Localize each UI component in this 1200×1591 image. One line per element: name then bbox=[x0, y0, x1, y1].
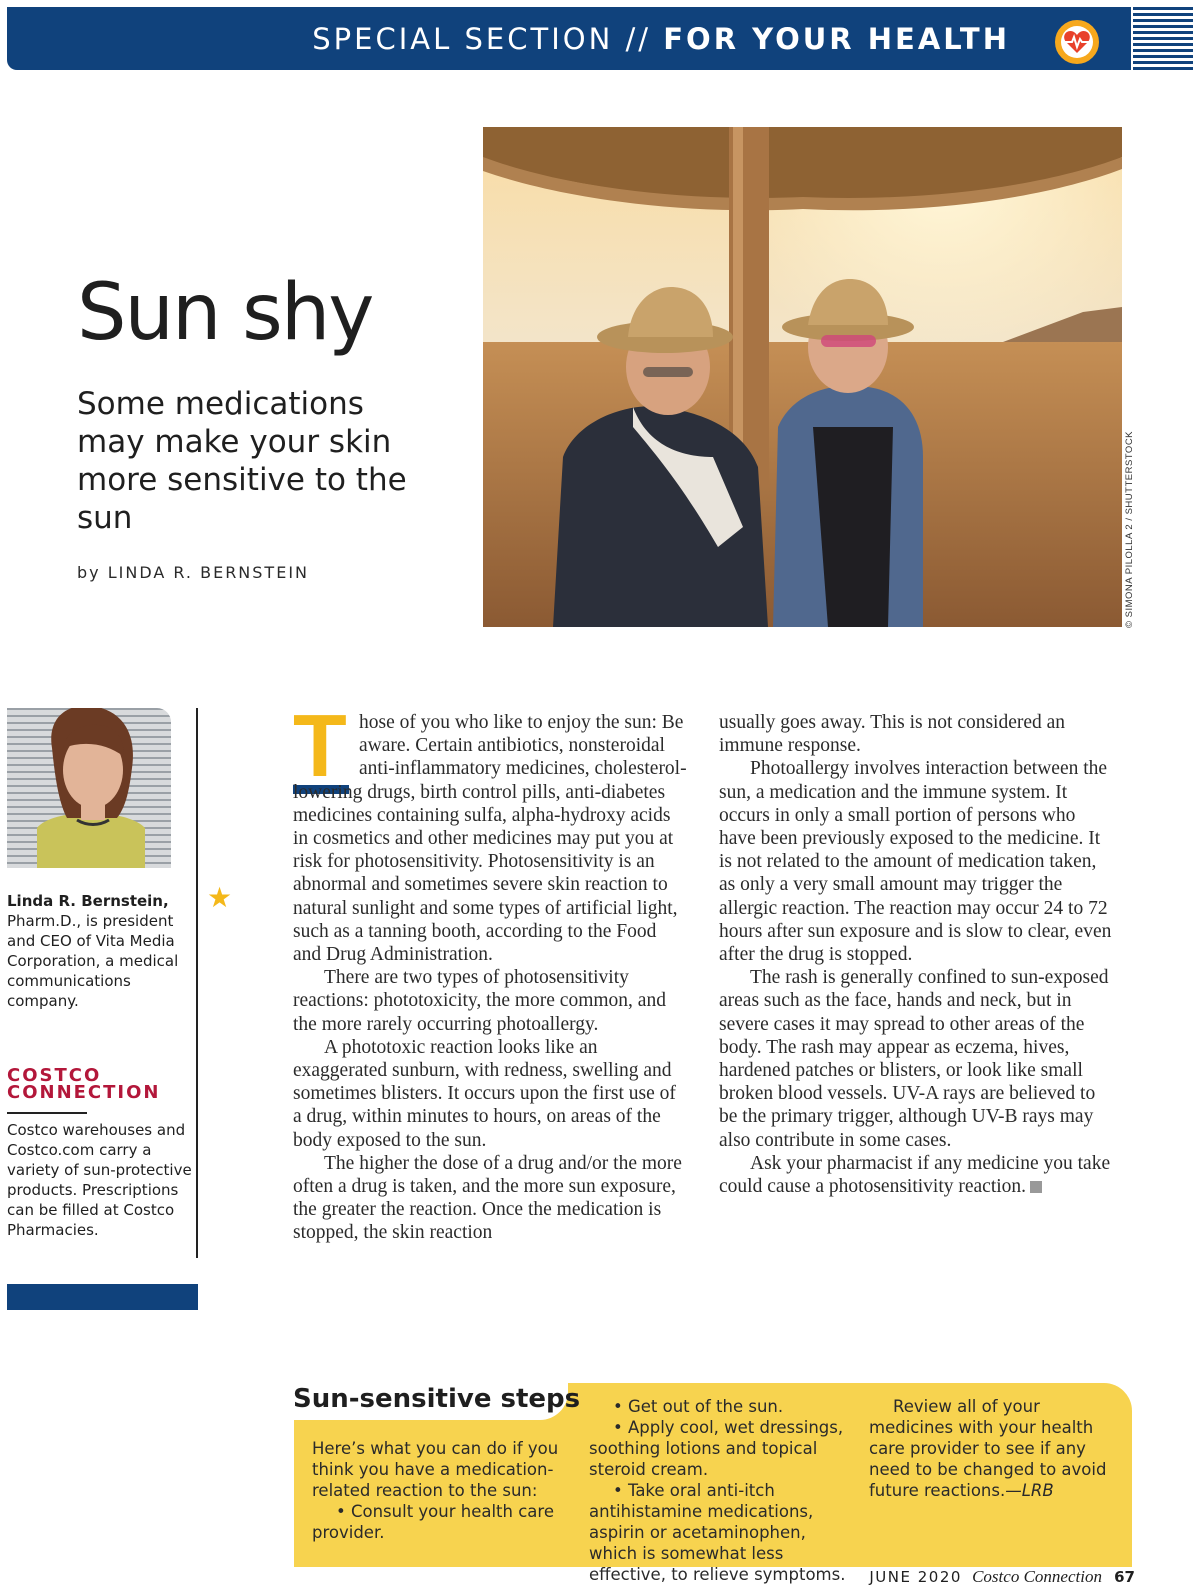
beach-photo bbox=[483, 127, 1122, 627]
tips-column-2 bbox=[589, 1396, 851, 1585]
article-byline: by LINDA R. BERNSTEIN bbox=[77, 563, 309, 582]
tips-closing bbox=[869, 1396, 1119, 1501]
article-closing-text: Ask your pharmacist if any medicine you take could cause a photosensitivity reaction. bbox=[719, 1152, 1111, 1198]
article-column-2 bbox=[719, 711, 1113, 1198]
author-bio bbox=[7, 891, 187, 1011]
tips-closing-text: Review all of your medicines with your health care provider to see if any need to be changed to avoid future reactions. bbox=[869, 1397, 1107, 1500]
article-paragraph: The higher the dose of a drug and/or the more often a drug is taken, and the more sun exposure, the greater the reaction. Once the medication is stopped, the skin reaction bbox=[293, 1152, 682, 1244]
footer-date: JUNE 2020 bbox=[869, 1568, 962, 1586]
page-number: 67 bbox=[1114, 1568, 1135, 1586]
costco-connection-rule bbox=[7, 1112, 87, 1114]
section-label: SPECIAL SECTION // bbox=[312, 22, 652, 56]
sidebar-accent-bar bbox=[7, 1284, 198, 1310]
tips-title: Sun-sensitive steps bbox=[293, 1384, 581, 1414]
photo-credit: © SIMONA PILOLLA 2 / SHUTTERSTOCK bbox=[1124, 430, 1135, 628]
article-paragraph: hose of you who like to enjoy the sun: Be aware. Certain antibiotics, nonsteroidal anti-inflammatory medicines, cholesterol-lowering drugs, birth control pills, anti-diabetes medicines containing sulfa, alpha-hydroxy acids in cosmetics and other medicines may put you at risk for photosensitivity. Photosensitivity is an abnormal and sometimes severe skin reaction to natural sunlight and some types of artificial light, such as a tanning booth, according to the Food and Drug Administration. bbox=[293, 712, 687, 966]
tips-signoff: —LRB bbox=[1005, 1481, 1054, 1500]
author-photo bbox=[7, 708, 171, 868]
article-paragraph: The rash is generally confined to sun-exposed areas such as the face, hands and neck, but in severe cases it may spread to other areas of the body. The rash may appear as eczema, hives, hardened patches or blisters, or look like small broken blood vessels. UV-A rays are believed to be the primary trigger, although UV-B rays may also contribute in some cases. bbox=[719, 967, 1109, 1151]
tips-bullet: • Get out of the sun. bbox=[613, 1397, 784, 1416]
footer-magazine: Costco Connection bbox=[972, 1567, 1102, 1586]
article-paragraph: Photoallergy involves interaction between the sun, a medication and the immune system. It occurs in only a small portion of persons who have been previously exposed to the medicine. It is not related to the amount of medication taken, as only a very small amount may trigger the allergic reaction. The reaction may occur 24 to 72 hours after sun exposure and is slow to clear, even after the drug is stopped. bbox=[719, 758, 1112, 966]
article-paragraph-final bbox=[719, 1152, 1113, 1198]
heart-pulse-icon bbox=[1052, 17, 1102, 67]
article-paragraph: There are two types of photosensitivity reactions: phototoxicity, the more common, and the more rarely occurring photoallergy. bbox=[293, 967, 666, 1035]
article-title: Sun shy bbox=[77, 268, 373, 358]
tips-column-1 bbox=[312, 1438, 572, 1543]
section-header-title bbox=[312, 22, 1010, 56]
tips-bullet: • Consult your health care provider. bbox=[312, 1502, 554, 1542]
author-name: Linda R. Bernstein, bbox=[7, 892, 169, 910]
tips-bullet: • Take oral anti-itch antihistamine medications, aspirin or acetaminophen, which is somewhat less effective, to relieve symptoms. bbox=[589, 1481, 846, 1584]
author-bio-text: Pharm.D., is president and CEO of Vita Media Corporation, a medical communications company. bbox=[7, 912, 179, 1010]
article-paragraph: usually goes away. This is not considered an immune response. bbox=[719, 712, 1066, 757]
article-subtitle: Some medications may make your skin more sensitive to the sun bbox=[77, 386, 407, 536]
star-icon: ★ bbox=[207, 882, 233, 913]
end-mark-icon bbox=[1030, 1181, 1042, 1193]
tips-column-3 bbox=[869, 1396, 1119, 1501]
page-footer bbox=[869, 1567, 1135, 1587]
section-name: FOR YOUR HEALTH bbox=[663, 22, 1010, 56]
article-column-1 bbox=[293, 696, 687, 1245]
tips-bullet: • Apply cool, wet dressings, soothing lotions and topical steroid cream. bbox=[589, 1418, 844, 1479]
sidebar-divider bbox=[196, 708, 198, 1258]
costco-connection-text: Costco warehouses and Costco.com carry a variety of sun-protective products. Prescriptions can be filled at Costco Pharmacies. bbox=[7, 1121, 192, 1239]
costco-connection-title: COSTCO CONNECTION bbox=[7, 1065, 161, 1103]
tips-intro: Here’s what you can do if you think you have a medication-related reaction to the sun: bbox=[312, 1439, 559, 1500]
article-paragraph: A phototoxic reaction looks like an exaggerated sunburn, with redness, swelling and sometimes blisters. It occurs upon the first use of a drug, within minutes to hours, on areas of the body exposed to the sun. bbox=[293, 1036, 676, 1151]
header-stripes-decoration bbox=[1133, 7, 1193, 70]
drop-cap: T bbox=[293, 696, 347, 795]
